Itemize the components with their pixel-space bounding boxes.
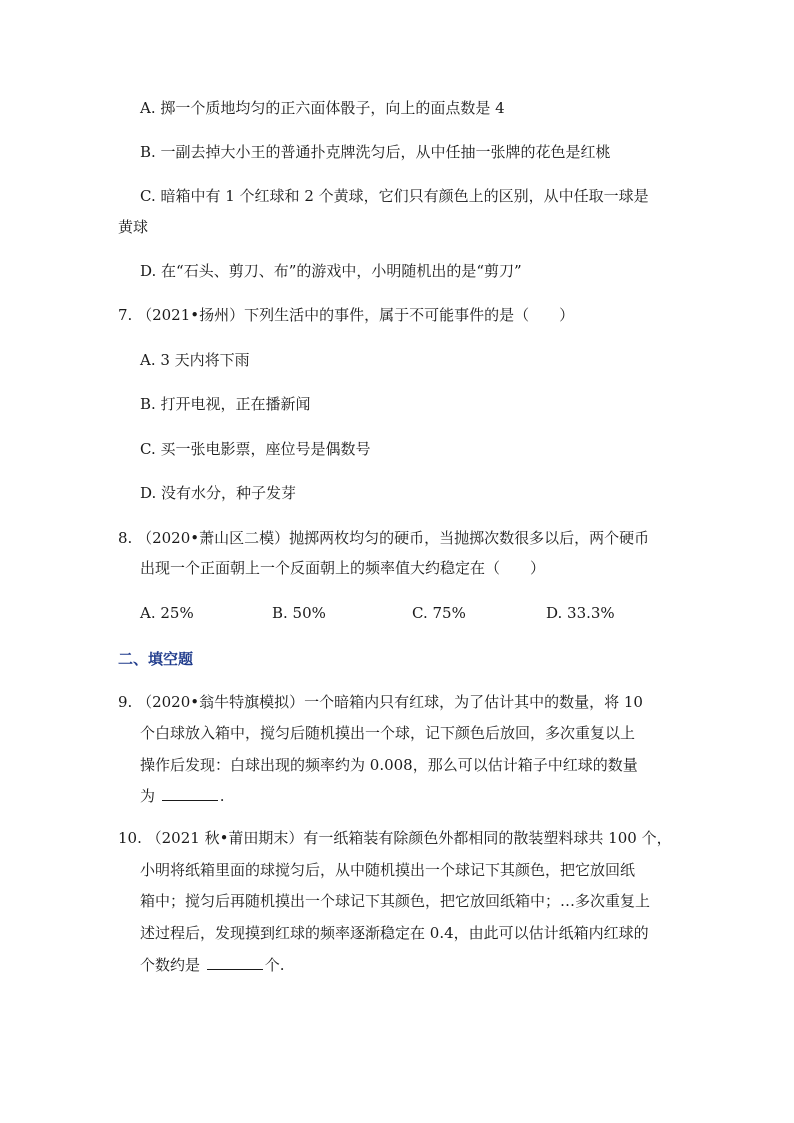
q7-option-b: B. 打开电视，正在播新闻	[140, 395, 311, 413]
section-heading-fill-in: 二、填空题	[118, 650, 194, 668]
q9-line4-suffix: .	[219, 787, 225, 805]
q7-stem: 7. （2021•扬州）下列生活中的事件，属于不可能事件的是（ ）	[118, 306, 575, 324]
q7-option-a: A. 3 天内将下雨	[140, 351, 250, 369]
q8-option-b: B. 50%	[272, 604, 326, 622]
q6-option-c-line1: C. 暗箱中有 1 个红球和 2 个黄球，它们只有颜色上的区别，从中任取一球是	[140, 187, 649, 205]
q10-line2: 小明将纸箱里面的球搅匀后，从中随机摸出一个球记下其颜色，把它放回纸	[140, 861, 636, 879]
q10-line4: 述过程后，发现摸到红球的频率逐渐稳定在 0.4，由此可以估计纸箱内红球的	[140, 924, 649, 942]
q10-line5	[140, 955, 285, 975]
q10-line5-prefix: 个数约是	[140, 956, 201, 974]
q6-option-a: A. 掷一个质地均匀的正六面体骰子，向上的面点数是 4	[140, 99, 505, 117]
q8-option-d: D. 33.3%	[546, 604, 615, 622]
q6-option-d: D. 在“石头、剪刀、布”的游戏中，小明随机出的是“剪刀”	[140, 262, 522, 280]
q10-line5-suffix: 个.	[264, 956, 285, 974]
q9-answer-blank[interactable]	[162, 786, 218, 801]
q9-line4	[140, 786, 225, 806]
q9-line2: 个白球放入箱中，搅匀后随机摸出一个球，记下颜色后放回，多次重复以上	[140, 724, 636, 742]
q8-stem-line1: 8. （2020•萧山区二模）抛掷两枚均匀的硬币，当抛掷次数很多以后，两个硬币	[118, 529, 650, 547]
q9-line3: 操作后发现：白球出现的频率约为 0.008，那么可以估计箱子中红球的数量	[140, 756, 638, 774]
q7-option-d: D. 没有水分，种子发芽	[140, 484, 297, 502]
q9-line4-prefix: 为	[140, 787, 156, 805]
q7-option-c: C. 买一张电影票，座位号是偶数号	[140, 440, 371, 458]
q8-stem-line2: 出现一个正面朝上一个反面朝上的频率值大约稳定在（ ）	[140, 559, 546, 577]
q9-line1: 9. （2020•翁牛特旗模拟）一个暗箱内只有红球，为了估计其中的数量，将 10	[118, 693, 643, 711]
q10-line3: 箱中；搅匀后再随机摸出一个球记下其颜色，把它放回纸箱中；…多次重复上	[140, 892, 651, 910]
q8-option-a: A. 25%	[140, 604, 194, 622]
q10-line1: 10. （2021 秋•莆田期末）有一纸箱装有除颜色外都相同的散装塑料球共 100 个，	[118, 829, 672, 847]
q8-option-c: C. 75%	[412, 604, 466, 622]
q10-answer-blank[interactable]	[207, 955, 263, 970]
q6-option-c-line2: 黄球	[118, 218, 149, 236]
q6-option-b: B. 一副去掉大小王的普通扑克牌洗匀后，从中任抽一张牌的花色是红桃	[140, 143, 611, 161]
